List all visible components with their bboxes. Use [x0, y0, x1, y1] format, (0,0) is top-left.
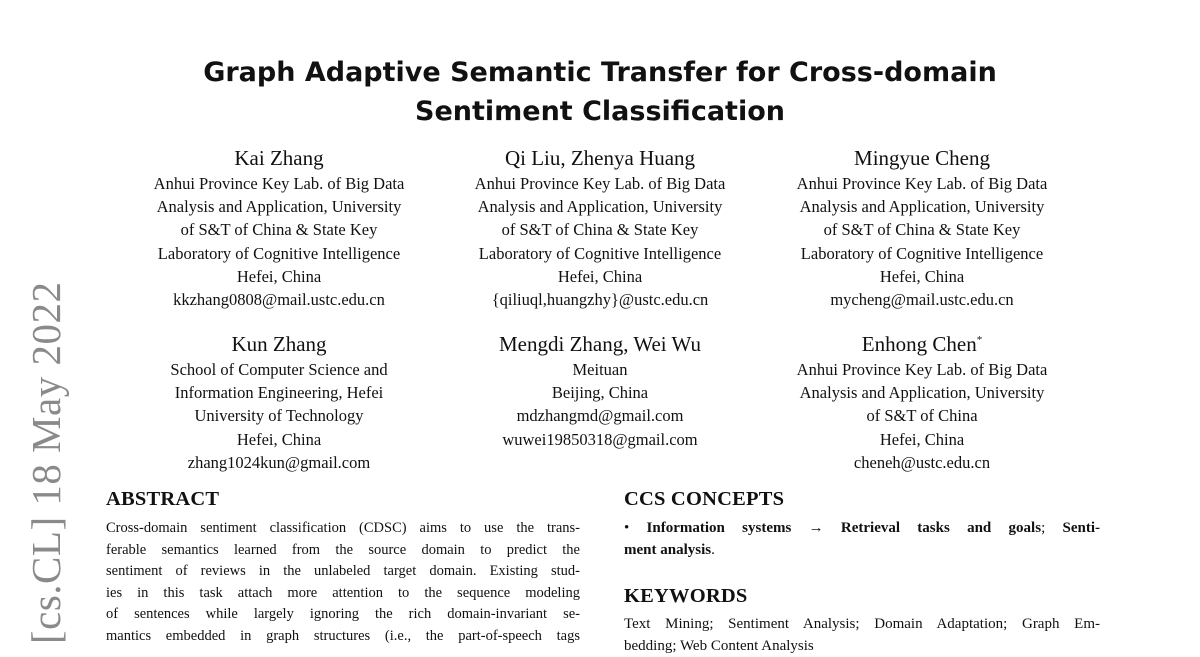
author-name: Qi Liu, Zhenya Huang	[440, 145, 760, 172]
author-email: wuwei19850318@gmail.com	[440, 428, 760, 451]
author-affiliation-line: of S&T of China & State Key	[119, 218, 439, 241]
author-affiliation-line: Analysis and Application, University	[119, 195, 439, 218]
ccs-bullet: •	[624, 520, 629, 536]
paper-title-line-2: Sentiment Classification	[150, 92, 1050, 131]
abstract-text	[106, 518, 580, 647]
author-affiliation-line: Analysis and Application, University	[762, 381, 1082, 404]
author-block-5	[440, 331, 760, 451]
ccs-concept: ment analysis	[624, 542, 711, 558]
author-affiliation-line: Analysis and Application, University	[440, 195, 760, 218]
author-name: Kun Zhang	[119, 331, 439, 358]
ccs-line-2	[624, 540, 1100, 562]
author-block-6	[762, 331, 1082, 474]
author-affiliation-line: Hefei, China	[119, 428, 439, 451]
arxiv-side-stamp: [cs.CL] 18 May 2022	[22, 281, 70, 644]
author-email: kkzhang0808@mail.ustc.edu.cn	[119, 288, 439, 311]
author-affiliation-line: of S&T of China	[762, 404, 1082, 427]
author-affiliation-line: School of Computer Science and	[119, 358, 439, 381]
author-affiliation-line: Hefei, China	[119, 265, 439, 288]
abstract-line: ies in this task attach more attention to the sequence modeling	[106, 583, 580, 605]
author-affiliation-line: Hefei, China	[762, 428, 1082, 451]
ccs-concepts-heading: CCS CONCEPTS	[624, 488, 784, 511]
corresponding-author-mark: *	[977, 334, 983, 346]
author-email: mycheng@mail.ustc.edu.cn	[762, 288, 1082, 311]
author-affiliation-line: Hefei, China	[762, 265, 1082, 288]
abstract-line: ferable semantics learned from the source domain to predict the	[106, 540, 580, 562]
keywords-text	[624, 614, 1100, 657]
author-affiliation-line: of S&T of China & State Key	[762, 218, 1082, 241]
author-block-4	[119, 331, 439, 474]
author-block-3	[762, 145, 1082, 311]
author-block-2	[440, 145, 760, 311]
paper-title	[150, 53, 1050, 131]
paper-title-line-1: Graph Adaptive Semantic Transfer for Cross-domain	[150, 53, 1050, 92]
abstract-line: Cross-domain sentiment classification (CDSC) aims to use the trans-	[106, 518, 580, 540]
author-name: Mengdi Zhang, Wei Wu	[440, 331, 760, 358]
author-affiliation-line: of S&T of China & State Key	[440, 218, 760, 241]
author-affiliation-line: Anhui Province Key Lab. of Big Data	[440, 172, 760, 195]
abstract-line: mantics embedded in graph structures (i.e., the part-of-speech tags	[106, 626, 580, 648]
ccs-arrow: →	[809, 520, 824, 536]
author-affiliation-line: Laboratory of Cognitive Intelligence	[440, 242, 760, 265]
author-name	[762, 331, 1082, 358]
ccs-concept: Retrieval tasks and goals	[841, 520, 1041, 536]
author-affiliation-line: Laboratory of Cognitive Intelligence	[762, 242, 1082, 265]
author-name: Mingyue Cheng	[762, 145, 1082, 172]
author-affiliation-line: Meituan	[440, 358, 760, 381]
author-block-1	[119, 145, 439, 311]
keywords-heading: KEYWORDS	[624, 585, 747, 608]
author-affiliation-line: University of Technology	[119, 404, 439, 427]
author-email: zhang1024kun@gmail.com	[119, 451, 439, 474]
author-affiliation-line: Laboratory of Cognitive Intelligence	[119, 242, 439, 265]
keywords-line: Text Mining; Sentiment Analysis; Domain Adaptation; Graph Em-	[624, 614, 1100, 636]
abstract-line: sentiment of reviews in the unlabeled target domain. Existing stud-	[106, 561, 580, 583]
author-affiliation-line: Anhui Province Key Lab. of Big Data	[762, 358, 1082, 381]
ccs-end: .	[711, 542, 715, 558]
author-affiliation-line: Hefei, China	[440, 265, 760, 288]
ccs-concepts-text	[624, 518, 1100, 561]
author-email: cheneh@ustc.edu.cn	[762, 451, 1082, 474]
ccs-concept: Information systems	[647, 520, 792, 536]
abstract-line: of sentences while largely ignoring the rich domain-invariant se-	[106, 604, 580, 626]
ccs-separator: ;	[1041, 520, 1045, 536]
author-affiliation-line: Analysis and Application, University	[762, 195, 1082, 218]
author-name: Kai Zhang	[119, 145, 439, 172]
ccs-concept: Senti-	[1063, 520, 1101, 536]
author-email: {qiliuql,huangzhy}@ustc.edu.cn	[440, 288, 760, 311]
author-affiliation-line: Information Engineering, Hefei	[119, 381, 439, 404]
keywords-line: bedding; Web Content Analysis	[624, 636, 1100, 657]
author-affiliation-line: Beijing, China	[440, 381, 760, 404]
author-name-text: Enhong Chen	[862, 332, 977, 356]
ccs-line-1	[624, 518, 1100, 540]
abstract-heading: ABSTRACT	[106, 488, 219, 511]
author-affiliation-line: Anhui Province Key Lab. of Big Data	[762, 172, 1082, 195]
author-email: mdzhangmd@gmail.com	[440, 404, 760, 427]
author-affiliation-line: Anhui Province Key Lab. of Big Data	[119, 172, 439, 195]
